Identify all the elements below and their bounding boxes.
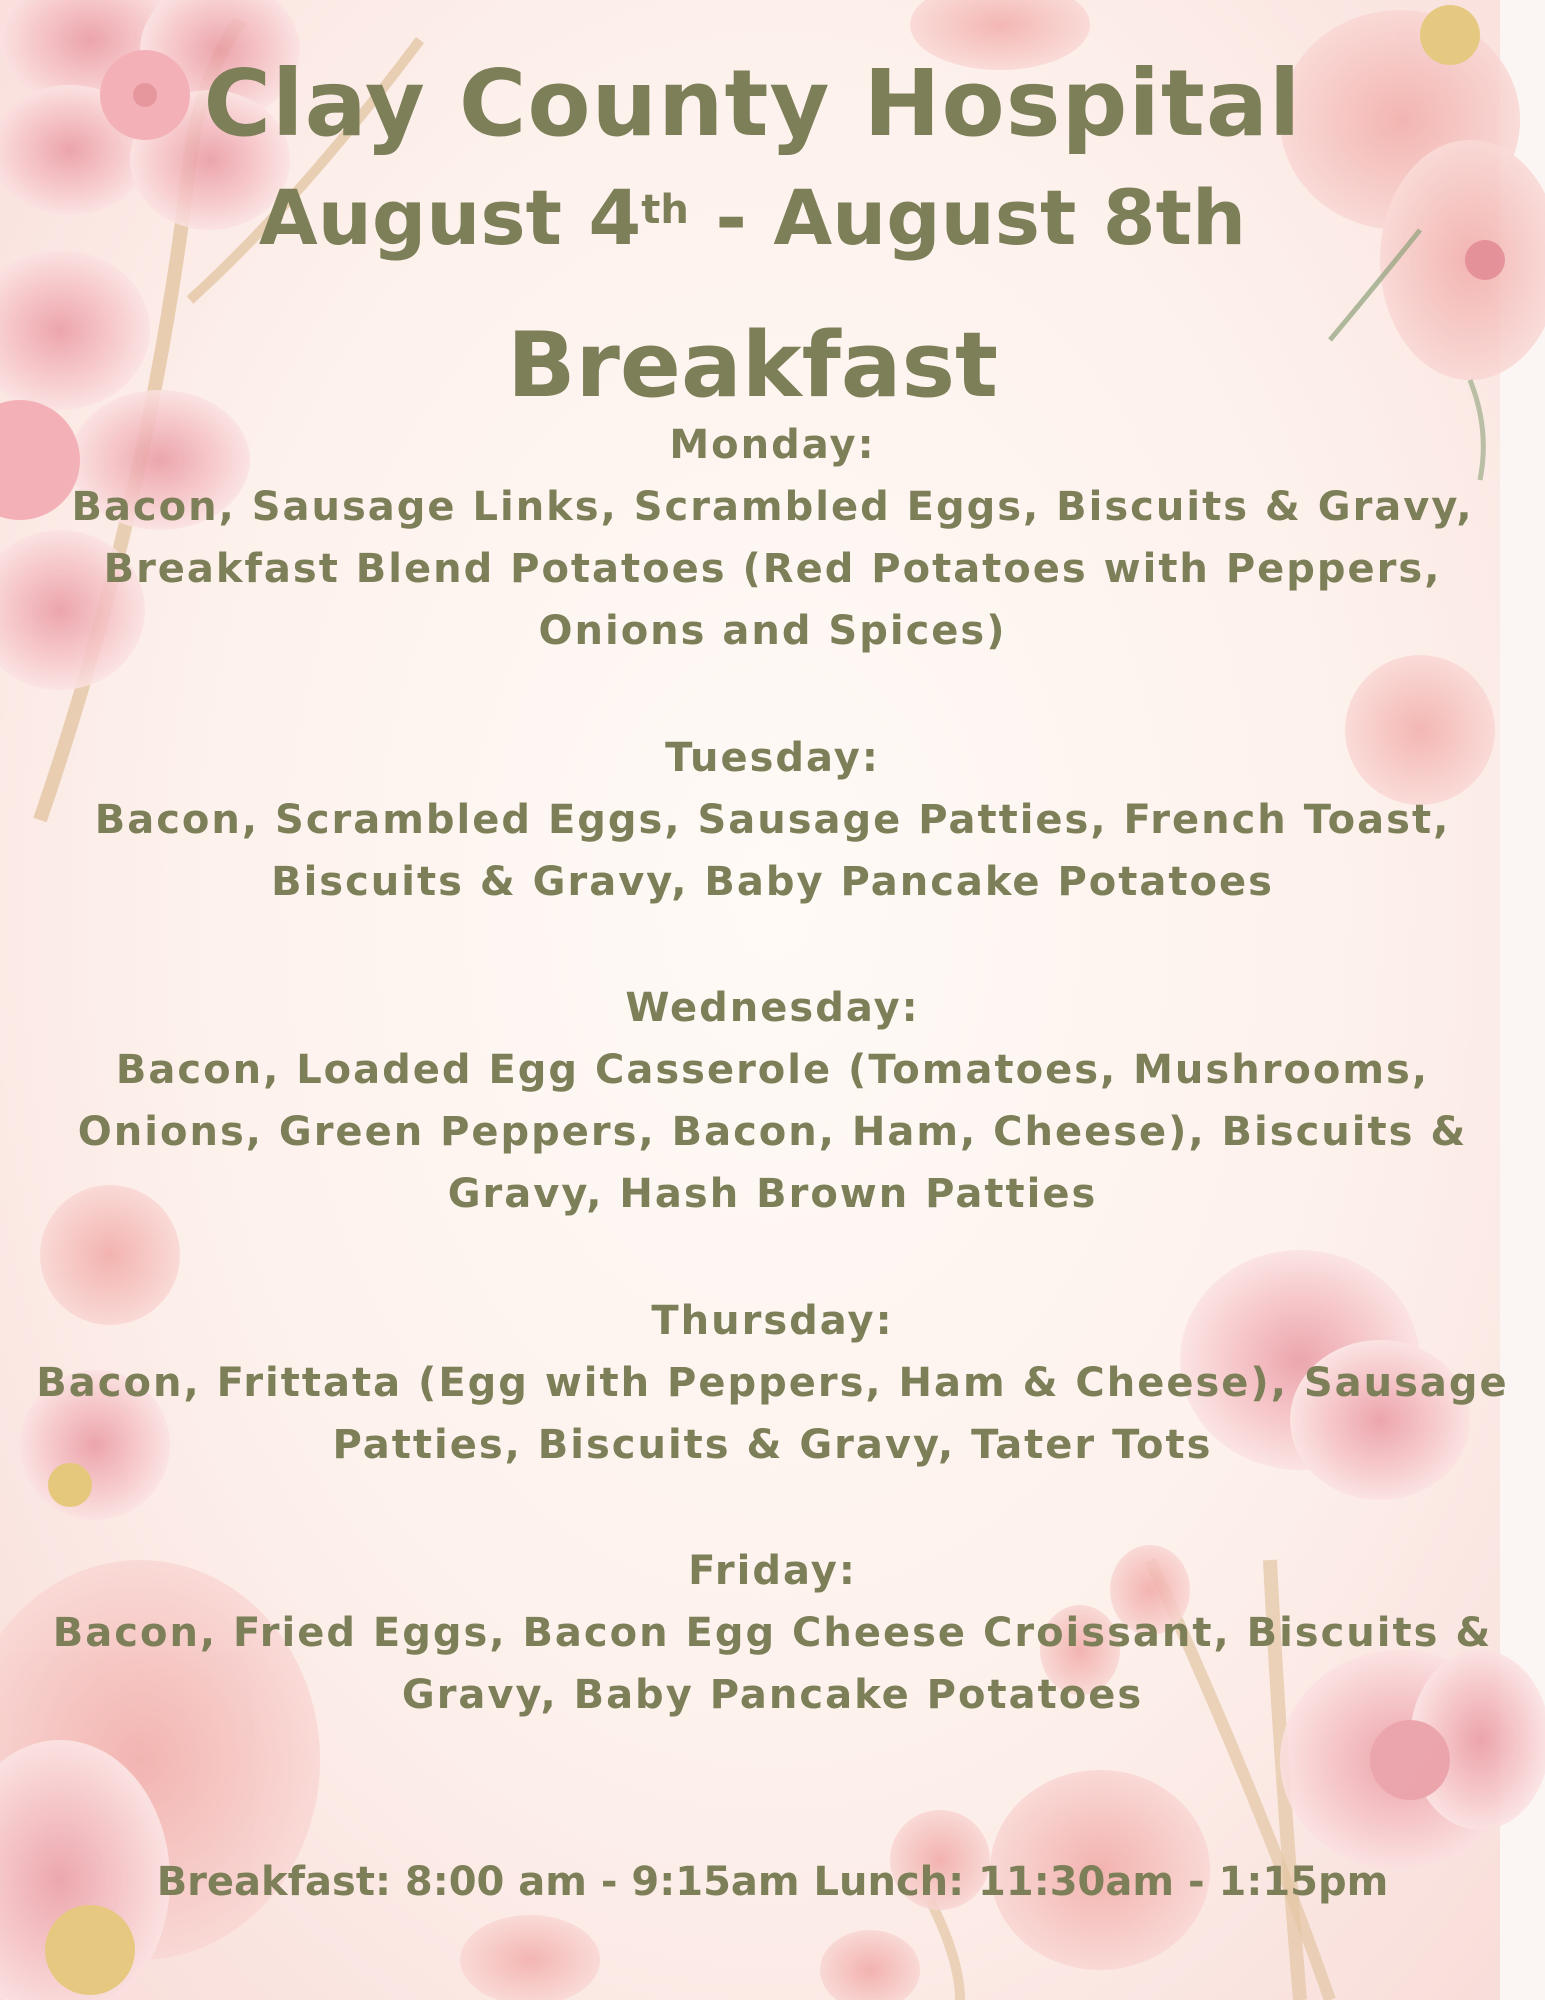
day-wednesday xyxy=(20,977,1525,1225)
hospital-title: Clay County Hospital xyxy=(203,50,1302,157)
day-thursday xyxy=(20,1290,1525,1476)
dates-start: August 4 xyxy=(258,173,642,262)
day-monday xyxy=(20,414,1525,662)
dates-rest: - August 8th xyxy=(688,173,1247,262)
day-name: Wednesday: xyxy=(625,985,920,1031)
day-tuesday xyxy=(20,727,1525,913)
day-menu: Bacon, Fried Eggs, Bacon Egg Cheese Croissant, Biscuits & Gravy, Baby Pancake Potatoes xyxy=(52,1610,1493,1718)
day-menu: Bacon, Loaded Egg Casserole (Tomatoes, Mushrooms, Onions, Green Peppers, Bacon, Ham, Cheese), Biscuits & Gravy, Hash Brown Patties xyxy=(77,1047,1468,1217)
dates-superscript: th xyxy=(641,187,689,233)
meal-hours: Breakfast: 8:00 am - 9:15am Lunch: 11:30am - 1:15pm xyxy=(156,1859,1389,1905)
day-menu: Bacon, Scrambled Eggs, Sausage Patties, French Toast, Biscuits & Gravy, Baby Pancake Potatoes xyxy=(94,797,1451,905)
day-name: Monday: xyxy=(669,422,876,468)
day-menu: Bacon, Sausage Links, Scrambled Eggs, Biscuits & Gravy, Breakfast Blend Potatoes (Red Potatoes with Peppers, Onions and Spices) xyxy=(71,484,1474,654)
day-name: Thursday: xyxy=(651,1298,894,1344)
day-friday xyxy=(20,1540,1525,1726)
section-title: Breakfast xyxy=(506,313,999,418)
day-name: Tuesday: xyxy=(665,735,880,781)
day-name: Friday: xyxy=(688,1548,857,1594)
day-menu: Bacon, Frittata (Egg with Peppers, Ham & Cheese), Sausage Patties, Biscuits & Gravy, Tater Tots xyxy=(36,1360,1509,1468)
week-dates xyxy=(0,168,1505,268)
